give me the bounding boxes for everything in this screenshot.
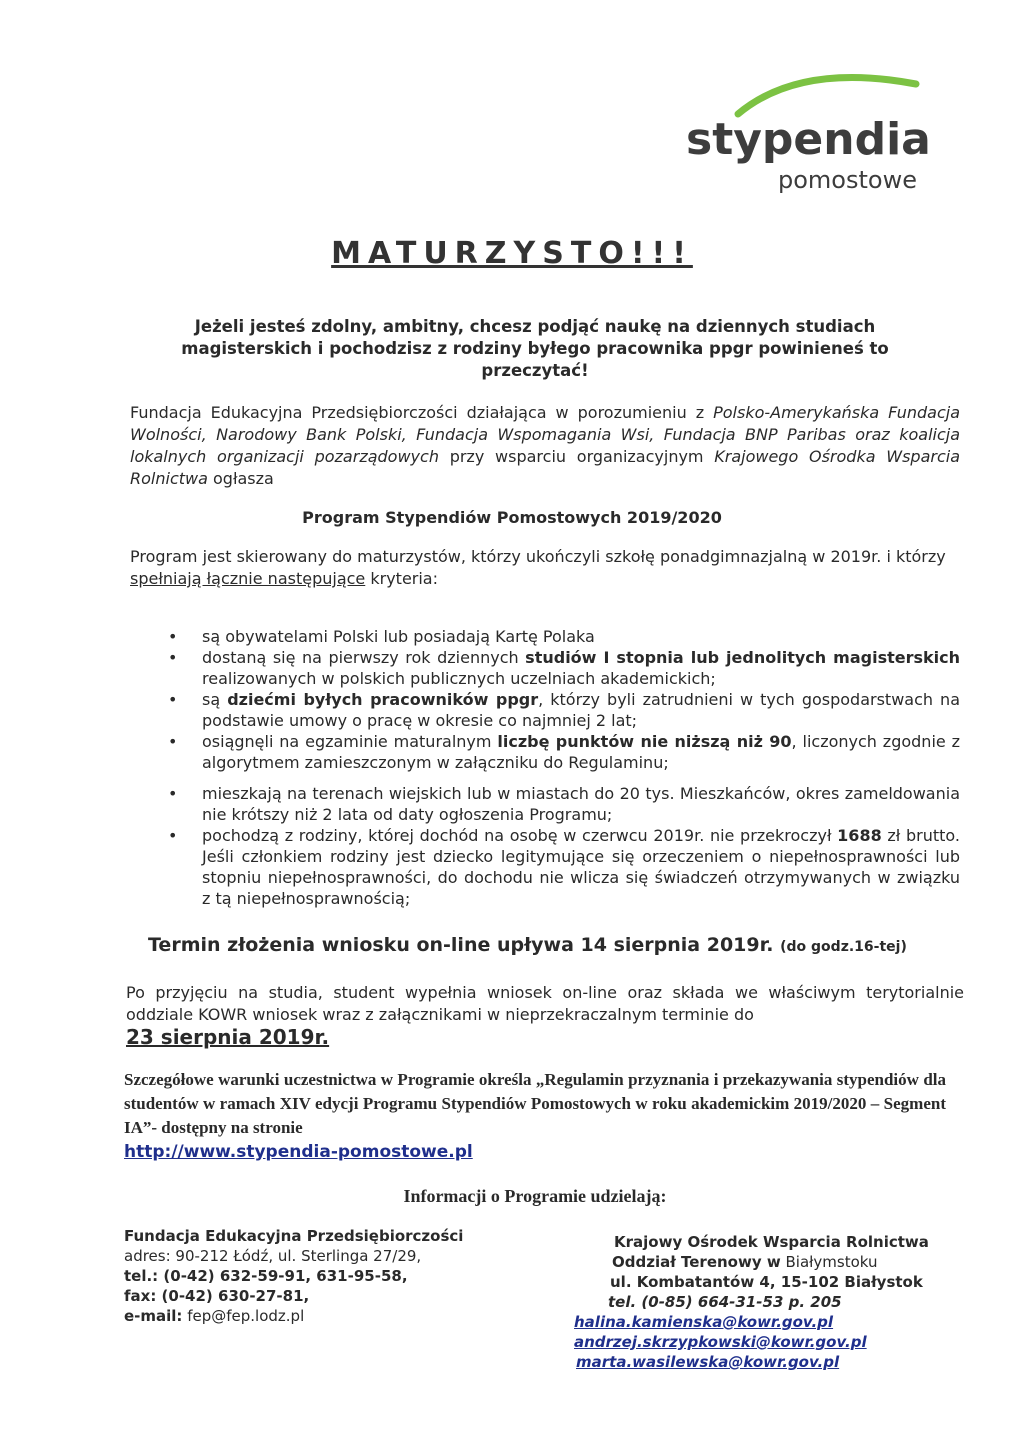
email-andrzej[interactable]: andrzej.skrzypkowski@kowr.gov.pl <box>574 1333 867 1351</box>
email-marta[interactable]: marta.wasilewska@kowr.gov.pl <box>576 1353 840 1371</box>
criterion-6-c: zł brutto. Jeśli członkiem rodziny jest dziecko legitymujące się orzeczeniem o niepełnosprawności lub stopniu niepełnosprawności, do dochodu nie wlicza się świadczeń otrzymywanych w związku z tą niepełnosprawnością; <box>202 826 960 908</box>
criterion-3-a: są <box>202 690 228 709</box>
fep-name: Fundacja Edukacyjna Przedsiębiorczości <box>124 1227 464 1245</box>
para2-a: Program jest skierowany do maturzystów, którzy ukończyli szkołę ponadgimnazjalną w 2019r. i którzy <box>130 547 946 566</box>
submission-paragraph <box>126 982 964 1050</box>
para1-a: Fundacja Edukacyjna Przedsiębiorczości działająca w porozumieniu z <box>130 403 714 422</box>
kowr-name: Krajowy Ośrodek Wsparcia Rolnictwa <box>614 1233 929 1251</box>
criteria-list <box>160 626 960 909</box>
criterion-3-c: , którzy byli zatrudnieni w tych gospodarstwach na podstawie umowy o pracę w okresie co najmniej 2 lat; <box>202 690 961 730</box>
submission-text: Po przyjęciu na studia, student wypełnia wniosek on-line oraz składa we właściwym terytorialnie oddziale KOWR wniosek wraz z załącznikami w nieprzekraczalnym terminie do <box>126 983 964 1024</box>
deadline-notice <box>148 934 968 956</box>
fep-tel: tel.: (0-42) 632-59-91, 631-95-58, <box>124 1267 408 1285</box>
criterion-4-a: osiągnęli na egzaminie maturalnym <box>202 732 498 751</box>
para1-c: przy wsparciu organizacyjnym <box>438 447 715 466</box>
criterion-1-text: są obywatelami Polski lub posiadają Kartę Polaka <box>202 627 595 646</box>
announcement-paragraph <box>130 402 960 490</box>
criterion-5-text: mieszkają na terenach wiejskich lub w miastach do 20 tys. Mieszkańców, okres zameldowania nie krótszy niż 2 lata od daty ogłoszenia Programu; <box>202 784 960 824</box>
deadline-hour: (do godz.16-tej) <box>780 939 907 955</box>
fep-email[interactable]: fep@fep.lodz.pl <box>187 1307 305 1325</box>
regulations-text: Szczegółowe warunki uczestnictwa w Programie określa „Regulamin przyznania i przekazywania stypendiów dla studentów w ramach XIV edycji Programu Stypendiów Pomostowych w roku akademickim 2019/2020 – Segment IA”- dostępny na stronie <box>124 1070 946 1137</box>
website-link[interactable]: http://www.stypendia-pomostowe.pl <box>124 1142 473 1162</box>
criterion-citizenship <box>160 626 960 647</box>
logo-main-text: stypendia <box>686 114 931 165</box>
kowr-city: Białymstoku <box>785 1253 878 1271</box>
regulations-paragraph <box>124 1068 946 1164</box>
contact-fep <box>124 1226 544 1326</box>
program-description <box>130 546 960 590</box>
criterion-points <box>160 731 960 773</box>
criterion-6-bold: 1688 <box>837 826 882 845</box>
criterion-2-bold: studiów I stopnia lub jednolitych magisterskich <box>525 648 961 667</box>
email-halina[interactable]: halina.kamienska@kowr.gov.pl <box>574 1313 834 1331</box>
kowr-street: ul. Kombatantów 4, 15-102 Białystok <box>610 1273 923 1291</box>
kowr-dept: Oddział Terenowy w <box>612 1253 781 1271</box>
deadline-main: Termin złożenia wniosku on-line upływa 14 sierpnia 2019r. <box>148 934 774 956</box>
para1-e: ogłasza <box>207 469 274 488</box>
criterion-3-bold: dziećmi byłych pracowników ppgr <box>227 690 539 709</box>
para2-underlined: spełniają łącznie następujące <box>130 569 366 588</box>
fep-email-line <box>124 1306 544 1326</box>
criterion-ppgr <box>160 689 960 731</box>
kowr-dept-line <box>600 1252 960 1272</box>
criterion-residence <box>160 783 960 825</box>
criterion-studies <box>160 647 960 689</box>
program-title: Program Stypendiów Pomostowych 2019/2020 <box>302 508 722 527</box>
fep-email-label: e-mail: <box>124 1307 183 1325</box>
page-title: MATURZYSTO!!! <box>331 236 693 271</box>
criterion-income <box>160 825 960 909</box>
fep-fax: fax: (0-42) 630-27-81, <box>124 1287 310 1305</box>
criterion-4-c: , liczonych zgodnie z algorytmem zamieszczonym w załączniku do Regulaminu; <box>202 732 961 772</box>
criterion-4-bold: liczbę punktów nie niższą niż 90 <box>497 732 792 751</box>
intro-text: Jeżeli jesteś zdolny, ambitny, chcesz podjąć naukę na dziennych studiach magisterskich i pochodzisz z rodziny byłego pracownika ppgr powinieneś to przeczytać! <box>181 317 889 380</box>
criterion-2-c: realizowanych w polskich publicznych uczelniach akademickich; <box>202 669 716 688</box>
stypendia-logo <box>680 70 940 200</box>
info-heading: Informacji o Programie udzielają: <box>403 1186 667 1206</box>
para1-kowr: Krajowego Ośrodka Wsparcia Rolnictwa <box>130 447 960 488</box>
para1-partners: Polsko-Amerykańska Fundacja Wolności, Narodowy Bank Polski, Fundacja Wspomagania Wsi, Fundacja BNP Paribas oraz koalicja lokalnych organizacji pozarządowych <box>130 403 961 466</box>
submission-date: 23 sierpnia 2019r. <box>126 1025 330 1049</box>
logo-sub-text: pomostowe <box>778 166 917 194</box>
kowr-tel: tel. (0-85) 664-31-53 p. 205 <box>608 1293 842 1311</box>
para2-c: kryteria: <box>365 569 438 588</box>
contact-kowr <box>574 1232 960 1372</box>
criterion-2-a: dostaną się na pierwszy rok dziennych <box>202 648 526 667</box>
criterion-6-a: pochodzą z rodziny, której dochód na osobę w czerwcu 2019r. nie przekroczył <box>202 826 838 845</box>
fep-address: adres: 90-212 Łódź, ul. Sterlinga 27/29, <box>124 1247 422 1265</box>
